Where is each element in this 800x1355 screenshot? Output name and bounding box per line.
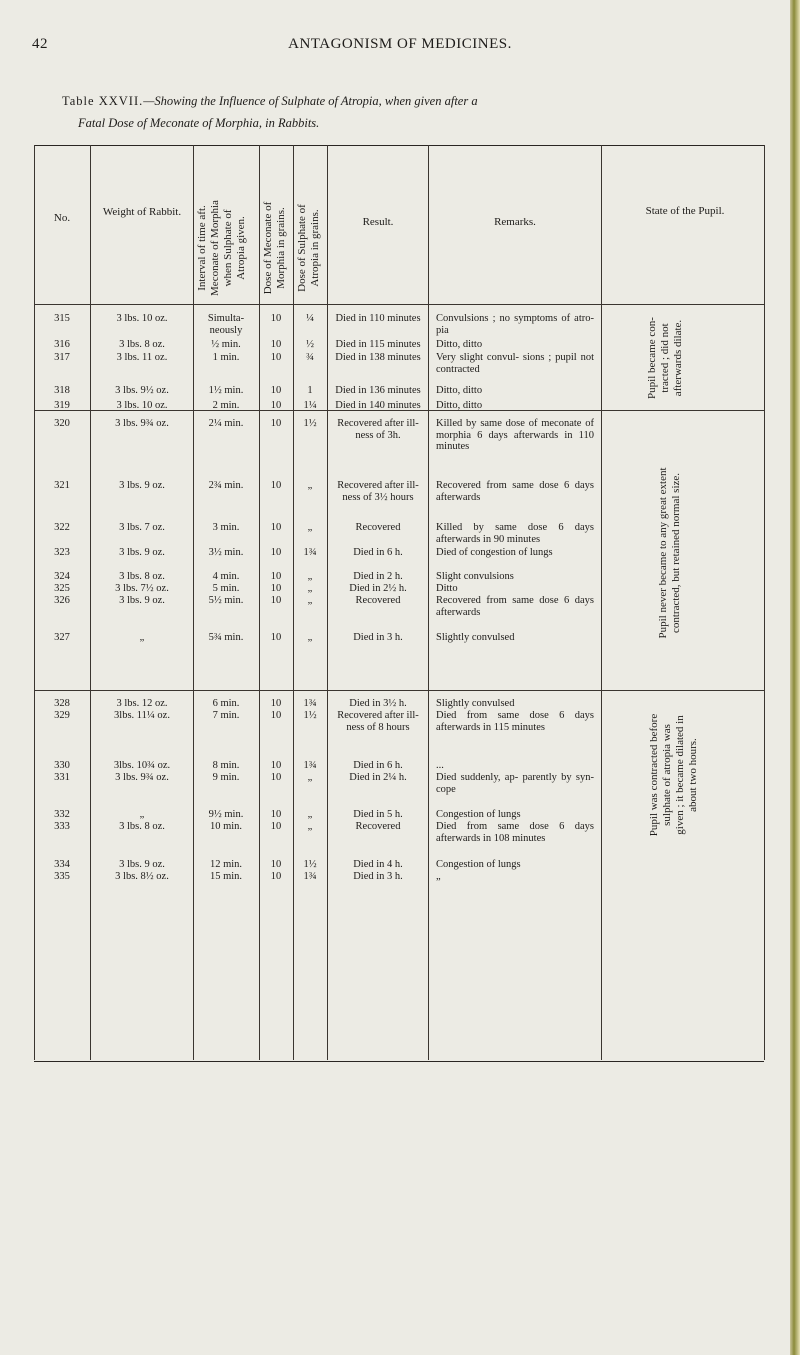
cell-weight: 3 lbs. 9¾ oz. <box>115 418 169 429</box>
cell-remarks: Recovered from same dose 6 days afterwards <box>436 480 594 503</box>
table-border-right <box>764 145 765 1060</box>
cell-dose-meconate: 10 <box>270 760 282 771</box>
cell-interval: 5 min. <box>212 583 240 594</box>
table-label: Table XXVII. <box>62 94 144 108</box>
cell-dose-atropia: 1¾ <box>303 760 317 771</box>
cell-no: 333 <box>54 821 70 832</box>
cell-result: Recovered after ill- ness of 3½ hours <box>337 480 419 503</box>
cell-no: 316 <box>54 339 70 350</box>
pupil-note-group-3: Pupil was contracted before sulphate of atropia was given ; it became dilated in about two hours. <box>648 713 699 837</box>
cell-result: Died in 3½ h. <box>349 698 407 709</box>
cell-interval: 5¾ min. <box>208 632 244 643</box>
cell-remarks: Slightly convulsed <box>436 698 515 709</box>
cell-weight: 3 lbs. 8 oz. <box>119 821 165 832</box>
cell-remarks: Ditto, ditto <box>436 400 483 411</box>
cell-result: Recovered <box>355 821 401 832</box>
cell-dose-meconate: 10 <box>270 583 282 594</box>
col-header-interval: Interval of time aft. Meconate of Morphia when Sulphate of Atropia given. <box>196 200 247 296</box>
cell-dose-meconate: 10 <box>270 339 282 350</box>
cell-interval: 9 min. <box>212 772 240 783</box>
cell-weight: 3 lbs. 7 oz. <box>119 522 165 533</box>
cell-dose-meconate: 10 <box>270 571 282 582</box>
caption-line-1: —Showing the Influence of Sulphate of Atropia, when given after a <box>143 94 478 108</box>
cell-weight: 3 lbs. 8 oz. <box>119 339 165 350</box>
cell-remarks: ... <box>436 760 444 771</box>
cell-dose-meconate: 10 <box>270 871 282 882</box>
cell-dose-atropia: 1¾ <box>303 547 317 558</box>
cell-remarks: Died of congestion of lungs <box>436 547 553 558</box>
cell-dose-atropia: 1½ <box>303 859 317 870</box>
cell-weight: 3lbs. 10¾ oz. <box>113 760 171 771</box>
cell-dose-atropia: ½ <box>306 339 314 350</box>
column-rule <box>90 145 91 1060</box>
cell-interval: 4 min. <box>212 571 240 582</box>
cell-remarks: Killed by same dose 6 days afterwards in 90 minutes <box>436 522 594 545</box>
cell-result: Recovered after ill- ness of 8 hours <box>337 710 419 733</box>
cell-dose-atropia: ¼ <box>306 313 314 324</box>
cell-remarks: Congestion of lungs <box>436 809 521 820</box>
cell-dose-meconate: 10 <box>270 710 282 721</box>
cell-remarks: Convulsions ; no symptoms of atro- pia <box>436 313 594 336</box>
cell-result: Died in 138 minutes <box>335 352 421 363</box>
cell-remarks: Died from same dose 6 days afterwards in 115 minutes <box>436 710 594 733</box>
col-header-dose-atropia: Dose of Sulphate of Atropia in grains. <box>296 204 321 292</box>
cell-interval: 1 min. <box>212 352 240 363</box>
cell-interval: Simulta- neously <box>207 313 245 336</box>
cell-interval: 12 min. <box>209 859 243 870</box>
cell-interval: 5½ min. <box>208 595 244 606</box>
cell-dose-atropia: „ <box>307 571 313 582</box>
cell-remarks: „ <box>436 871 441 882</box>
cell-dose-meconate: 10 <box>270 772 282 783</box>
cell-result: Recovered <box>355 522 401 533</box>
cell-result: Died in 2¼ h. <box>349 772 407 783</box>
cell-dose-atropia: 1 <box>307 385 313 396</box>
cell-remarks: Ditto <box>436 583 458 594</box>
cell-remarks: Very slight convul- sions ; pupil not contracted <box>436 352 594 375</box>
pupil-note-group-2: Pupil never became to any great extent contracted, but retained normal size. <box>657 467 682 639</box>
cell-result: Died in 6 h. <box>353 760 403 771</box>
cell-remarks: Slight convulsions <box>436 571 514 582</box>
cell-dose-atropia: „ <box>307 772 313 783</box>
cell-dose-atropia: „ <box>307 583 313 594</box>
cell-dose-meconate: 10 <box>270 698 282 709</box>
column-rule <box>327 145 328 1060</box>
cell-interval: 1½ min. <box>208 385 244 396</box>
cell-interval: 6 min. <box>212 698 240 709</box>
cell-interval: 7 min. <box>212 710 240 721</box>
cell-no: 327 <box>54 632 70 643</box>
cell-result: Died in 6 h. <box>353 547 403 558</box>
cell-result: Died in 2½ h. <box>349 583 407 594</box>
cell-no: 328 <box>54 698 70 709</box>
cell-dose-meconate: 10 <box>270 385 282 396</box>
cell-remarks: Ditto, ditto <box>436 385 483 396</box>
cell-weight: 3lbs. 11¼ oz. <box>114 710 170 721</box>
cell-result: Died in 4 h. <box>353 859 403 870</box>
cell-no: 319 <box>54 400 70 411</box>
cell-result: Recovered after ill- ness of 3h. <box>337 418 419 441</box>
cell-dose-meconate: 10 <box>270 400 282 411</box>
cell-interval: 2 min. <box>212 400 240 411</box>
cell-weight: 3 lbs. 12 oz. <box>116 698 168 709</box>
cell-no: 323 <box>54 547 70 558</box>
page-edge <box>790 0 800 1355</box>
cell-dose-atropia: „ <box>307 522 313 533</box>
cell-weight: 3 lbs. 8 oz. <box>119 571 165 582</box>
cell-dose-meconate: 10 <box>270 859 282 870</box>
cell-dose-atropia: 1¾ <box>303 871 317 882</box>
cell-interval: 15 min. <box>209 871 243 882</box>
cell-interval: ½ min. <box>211 339 241 350</box>
cell-dose-atropia: „ <box>307 809 313 820</box>
cell-dose-meconate: 10 <box>270 480 282 491</box>
cell-weight: 3 lbs. 9 oz. <box>119 547 165 558</box>
cell-interval: 8 min. <box>212 760 240 771</box>
cell-result: Died in 110 minutes <box>335 313 421 324</box>
cell-weight: 3 lbs. 9 oz. <box>119 595 165 606</box>
cell-no: 320 <box>54 418 70 429</box>
cell-no: 335 <box>54 871 70 882</box>
cell-interval: 10 min. <box>209 821 243 832</box>
cell-interval: 2¾ min. <box>208 480 244 491</box>
cell-dose-meconate: 10 <box>270 821 282 832</box>
cell-dose-atropia: „ <box>307 632 313 643</box>
cell-dose-meconate: 10 <box>270 418 282 429</box>
caption-line-2: Fatal Dose of Meconate of Morphia, in Rabbits. <box>78 116 320 130</box>
cell-no: 329 <box>54 710 70 721</box>
cell-dose-atropia: 1¾ <box>303 698 317 709</box>
cell-no: 322 <box>54 522 70 533</box>
group-rule <box>34 690 764 691</box>
cell-dose-meconate: 10 <box>270 547 282 558</box>
cell-weight: „ <box>139 809 145 820</box>
cell-result: Died in 115 minutes <box>335 339 421 350</box>
cell-weight: 3 lbs. 9 oz. <box>119 480 165 491</box>
cell-result: Died in 2 h. <box>353 571 403 582</box>
cell-weight: „ <box>139 632 145 643</box>
col-header-weight: Weight of Rabbit. <box>102 206 182 218</box>
cell-dose-atropia: ¾ <box>306 352 314 363</box>
table-caption <box>62 90 762 134</box>
col-header-no: No. <box>53 212 71 224</box>
cell-result: Died in 140 minutes <box>335 400 421 411</box>
cell-remarks: Slightly convulsed <box>436 632 515 643</box>
cell-dose-atropia: 1½ <box>303 418 317 429</box>
cell-dose-meconate: 10 <box>270 313 282 324</box>
col-header-result: Result. <box>362 216 394 228</box>
cell-remarks: Died from same dose 6 days afterwards in 108 minutes <box>436 821 594 844</box>
cell-weight: 3 lbs. 10 oz. <box>116 313 168 324</box>
cell-result: Died in 136 minutes <box>335 385 421 396</box>
cell-no: 315 <box>54 313 70 324</box>
cell-result: Recovered <box>355 595 401 606</box>
cell-no: 331 <box>54 772 70 783</box>
cell-interval: 3 min. <box>212 522 240 533</box>
cell-remarks: Recovered from same dose 6 days afterwards <box>436 595 594 618</box>
cell-dose-meconate: 10 <box>270 595 282 606</box>
cell-result: Died in 5 h. <box>353 809 403 820</box>
cell-no: 332 <box>54 809 70 820</box>
cell-interval: 3½ min. <box>208 547 244 558</box>
cell-weight: 3 lbs. 10 oz. <box>116 400 168 411</box>
cell-no: 321 <box>54 480 70 491</box>
cell-no: 318 <box>54 385 70 396</box>
col-header-dose-meconate: Dose of Meconate of Morphia in grains. <box>262 201 287 295</box>
cell-weight: 3 lbs. 11 oz. <box>116 352 168 363</box>
col-header-remarks: Remarks. <box>494 216 536 228</box>
column-rule <box>428 145 429 1060</box>
cell-dose-meconate: 10 <box>270 522 282 533</box>
cell-dose-atropia: 1¼ <box>303 400 317 411</box>
cell-weight: 3 lbs. 7½ oz. <box>115 583 169 594</box>
cell-no: 317 <box>54 352 70 363</box>
cell-no: 324 <box>54 571 70 582</box>
cell-dose-atropia: „ <box>307 821 313 832</box>
cell-no: 325 <box>54 583 70 594</box>
cell-weight: 3 lbs. 8½ oz. <box>115 871 169 882</box>
pupil-note-group-1: Pupil became con- tracted ; did not afterwards dilate. <box>646 317 684 399</box>
cell-no: 326 <box>54 595 70 606</box>
cell-result: Died in 3 h. <box>353 632 403 643</box>
column-rule <box>601 145 602 1060</box>
cell-remarks: Congestion of lungs <box>436 859 521 870</box>
cell-result: Died in 3 h. <box>353 871 403 882</box>
cell-dose-atropia: „ <box>307 595 313 606</box>
cell-interval: 2¼ min. <box>208 418 244 429</box>
cell-interval: 9½ min. <box>208 809 244 820</box>
cell-dose-meconate: 10 <box>270 809 282 820</box>
cell-weight: 3 lbs. 9 oz. <box>119 859 165 870</box>
running-title: ANTAGONISM OF MEDICINES. <box>288 36 512 52</box>
col-header-pupil: State of the Pupil. <box>645 205 725 217</box>
cell-remarks: Ditto, ditto <box>436 339 483 350</box>
cell-remarks: Died suddenly, ap- parently by syn- cope <box>436 772 594 795</box>
cell-no: 334 <box>54 859 70 870</box>
cell-no: 330 <box>54 760 70 771</box>
page-number: 42 <box>32 36 48 52</box>
cell-weight: 3 lbs. 9¾ oz. <box>115 772 169 783</box>
cell-remarks: Killed by same dose of meconate of morphia 6 days afterwards in 110 minutes <box>436 418 594 452</box>
cell-dose-meconate: 10 <box>270 632 282 643</box>
cell-dose-atropia: 1½ <box>303 710 317 721</box>
cell-dose-atropia: „ <box>307 480 313 491</box>
cell-dose-meconate: 10 <box>270 352 282 363</box>
cell-weight: 3 lbs. 9½ oz. <box>115 385 169 396</box>
